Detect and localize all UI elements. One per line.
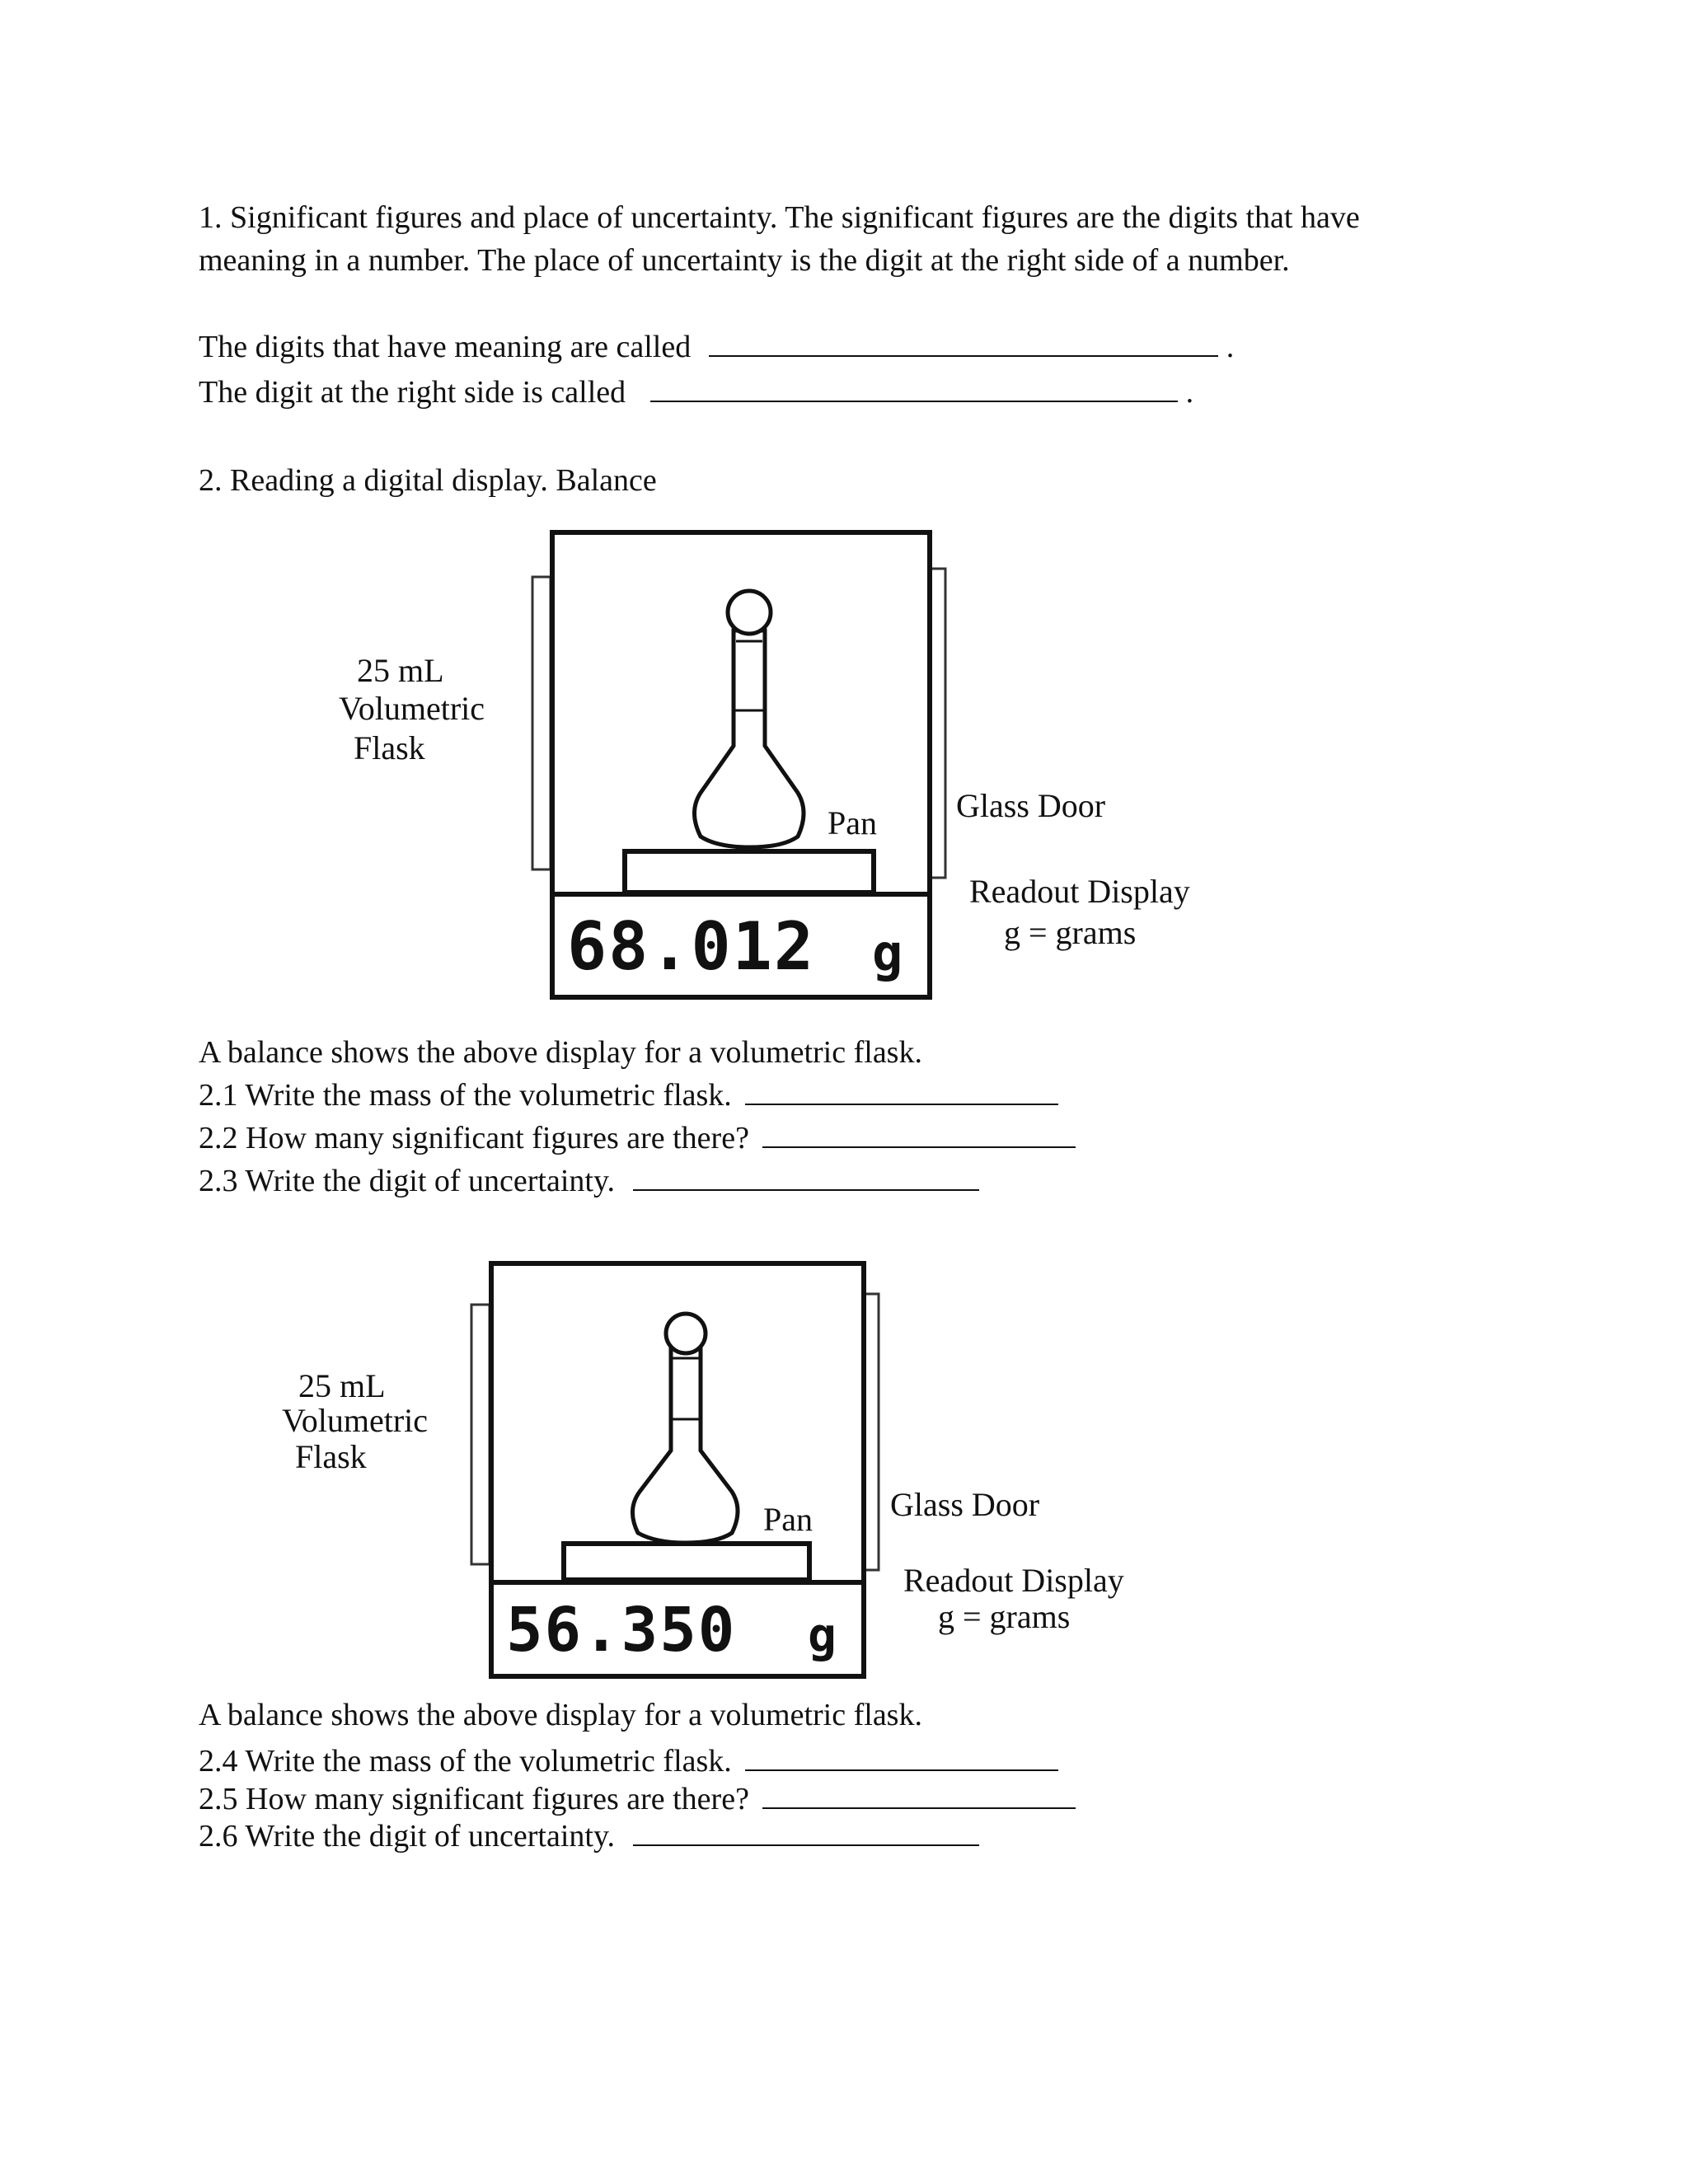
answer-blank-2-4[interactable]: [745, 1746, 1058, 1771]
section1-heading-line2: meaning in a number. The place of uncertainty is the digit at the right side of a number.: [199, 243, 1290, 278]
answer-blank-2-6[interactable]: [633, 1821, 979, 1846]
question-2-5-text: 2.5 How many significant figures are there?: [199, 1782, 749, 1816]
section2-heading: 2. Reading a digital display. Balance: [199, 463, 657, 498]
balance1-prompt: A balance shows the above display for a volumetric flask.: [199, 1035, 922, 1070]
readout-value-2: 56.350: [506, 1595, 737, 1666]
flask-label-line2: Volumetric: [339, 690, 485, 727]
period: .: [1226, 330, 1235, 364]
question-2-2-text: 2.2 How many significant figures are there?: [199, 1121, 749, 1155]
question-2-4-row: [199, 1746, 1058, 1777]
readout-unit-2: g: [808, 1607, 837, 1663]
readout-display-label: Readout Display: [969, 873, 1190, 910]
period: .: [1185, 375, 1194, 410]
glass-door-label: Glass Door: [890, 1486, 1040, 1523]
question-2-3-text: 2.3 Write the digit of uncertainty.: [199, 1164, 616, 1198]
answer-blank-2-5[interactable]: [762, 1784, 1076, 1809]
readout-unit-1: g: [872, 923, 903, 983]
question-2-6-row: [199, 1821, 979, 1852]
flask-label-line1: 25 mL: [357, 652, 444, 689]
pan-label: Pan: [828, 804, 877, 841]
question-meaning-text: The digits that have meaning are called: [199, 330, 692, 364]
grams-label: g = grams: [938, 1598, 1071, 1635]
glass-door-label: Glass Door: [956, 787, 1106, 824]
flask-label-line3: Flask: [354, 729, 425, 766]
readout-display-label: Readout Display: [903, 1562, 1124, 1599]
section1-heading-line1: 1. Significant figures and place of uncertainty. The significant figures are the digits that have: [199, 200, 1360, 235]
flask-label-line1: 25 mL: [298, 1367, 386, 1404]
question-2-4-text: 2.4 Write the mass of the volumetric flask.: [199, 1744, 732, 1779]
flask-label-line2: Volumetric: [282, 1402, 429, 1439]
question-right-text: The digit at the right side is called: [199, 375, 626, 410]
pan: [564, 1544, 809, 1580]
question-2-6-text: 2.6 Write the digit of uncertainty.: [199, 1819, 616, 1854]
balance2-prompt: A balance shows the above display for a volumetric flask.: [199, 1698, 922, 1732]
pan-label: Pan: [763, 1501, 813, 1538]
grams-label: g = grams: [1004, 914, 1137, 951]
question-2-1-text: 2.1 Write the mass of the volumetric flask.: [199, 1078, 732, 1113]
left-glass-door: [471, 1305, 490, 1564]
question-2-5-row: [199, 1783, 1076, 1815]
readout-value-1: 68.012: [567, 908, 815, 985]
flask-label-line3: Flask: [295, 1438, 367, 1475]
